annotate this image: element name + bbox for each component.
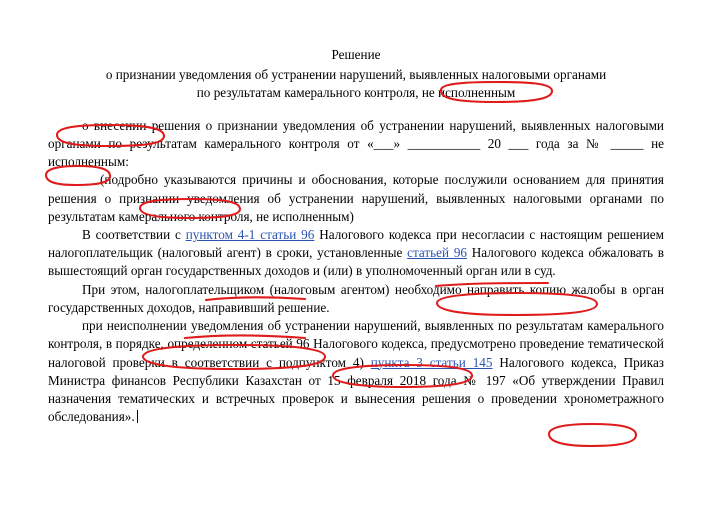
p5-text-d: Министра финансов Республики Казахстан от 15 февраля 2018 года № 197 «Об утверждении Правил назначения тематических и встречных проверок и вынесения решения о проведении хронометражного обследования». (48, 372, 664, 425)
paragraph-thematic-audit (48, 317, 664, 426)
document-subtitle-line-2 (48, 84, 664, 102)
paragraph-copy-of-complaint: При этом, налогоплательщиком (налоговым агентом) необходимо направить копию жалобы в орган государственных доходов, направивший решение. (48, 281, 664, 315)
link-statya-96[interactable]: статьей 96 (407, 245, 468, 261)
p3-text-b: Налогового кодекса при несогласии с настоящим решением налогоплательщик (налоговый агент) в сроки, установленные (48, 226, 664, 261)
subtitle-line-2-text: по результатам камерального контроля, (196, 85, 422, 101)
text-caret (137, 410, 138, 423)
p5-text-b: Налогового кодекса, (492, 354, 624, 370)
document-subtitle-line-1: о признании уведомления об устранении нарушений, выявленных налоговыми органами (105, 67, 607, 83)
spacer-1 (48, 103, 664, 117)
subtitle-highlight-not-executed: не исполненным (421, 85, 516, 101)
ellipse-prikaz (549, 424, 636, 446)
paragraph-appeal-procedure (48, 226, 664, 281)
p5-highlight-prikaz: Приказ (623, 354, 665, 370)
p3-text-c: Налогового кодекса обжаловать в вышестоящий орган государственных доходов и (или) в уполномоченный орган или в суд. (48, 245, 665, 279)
document-title: Решение (331, 47, 381, 62)
paragraph-explanation-note: (подробно указываются причины и обоснования, которые послужили основанием для принятия решения о признании уведомления об устранении нарушений, выявленных налоговыми органами по результатам камерального контроля, не исполненным) (48, 172, 664, 224)
p5-text-a: при неисполнении уведомления об устранении нарушений, выявленных по результатам камерального контроля, в порядке, определенном статьей 96 Налогового кодекса, предусмотрено проведение тематической налоговой проверки в соответствии с подпунктом 4) (48, 318, 664, 370)
document-body (48, 46, 664, 426)
link-punkt-4-1-statyi-96[interactable]: пунктом 4-1 статьи 96 (185, 226, 315, 242)
p3-text-a: В соответствии с (82, 226, 186, 242)
link-punkt-3-statyi-145[interactable]: пункта 3 статьи 145 (370, 354, 493, 370)
paragraph-decision-intro: о внесении решения о признании уведомления об устранении нарушений, выявленных налоговыми органами по результатам камерального контроля от «___» ___________ 20 ___ года за № _____ не исполненным: (48, 117, 664, 170)
